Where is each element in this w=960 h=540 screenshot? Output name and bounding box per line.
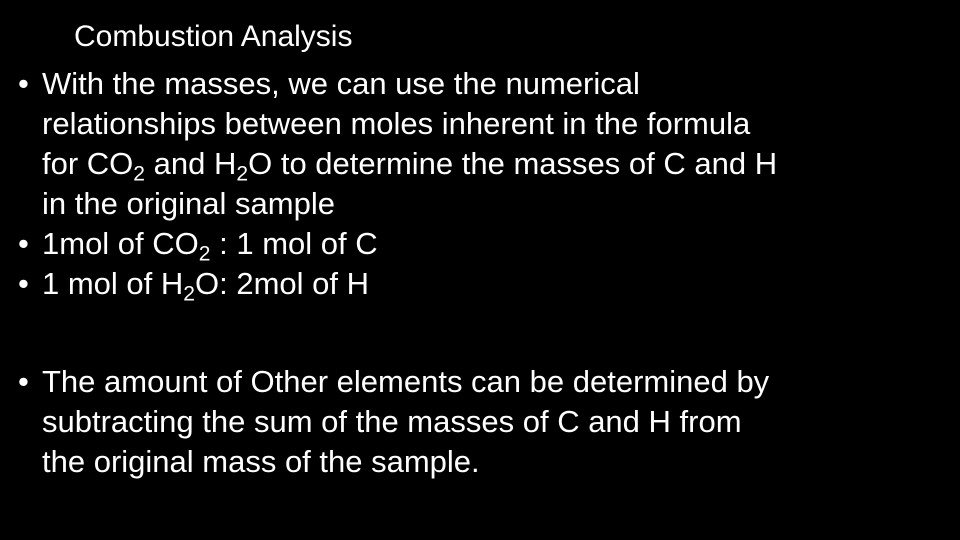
bullet-text: for CO [42,146,134,181]
bullet-text: relationships between moles inherent in the formula [42,106,751,141]
bullet-text: the original mass of the sample. [42,444,480,479]
bullet-line [42,144,948,184]
bullet-text: in the original sample [42,186,335,221]
bullet-item [18,264,948,304]
slide-body [18,64,948,482]
bullet-icon: • [18,66,29,101]
bullet-text: subtracting the sum of the masses of C and H from [42,404,742,439]
subscript: 2 [198,242,211,266]
bullet-text: The amount of Other elements can be determined by [42,364,770,399]
bullet-item [18,362,948,482]
bullet-text: O: 2mol of H [195,266,370,301]
bullet-line [42,402,948,442]
subscript: 2 [183,282,196,306]
subscript: 2 [236,162,249,186]
bullet-text: 1 mol of H [42,266,184,301]
bullet-text: 1mol of CO [42,226,199,261]
bullet-line [42,442,948,482]
bullet-item [18,64,948,224]
bullet-line [42,224,948,264]
bullet-text: With the masses, we can use the numerical [42,66,640,101]
bullet-line [42,184,948,224]
bullet-icon: • [18,226,29,261]
spacer [18,304,948,362]
bullet-text: and H [145,146,237,181]
bullet-line [42,104,948,144]
bullet-line [42,64,948,104]
bullet-line [42,362,948,402]
bullet-icon: • [18,266,29,301]
bullet-item [18,224,948,264]
bullet-line [42,264,948,304]
bullet-text: : 1 mol of C [210,226,378,261]
slide-title: Combustion Analysis [74,20,353,53]
bullet-icon: • [18,364,29,399]
bullet-text: O to determine the masses of C and H [248,146,778,181]
subscript: 2 [133,162,146,186]
